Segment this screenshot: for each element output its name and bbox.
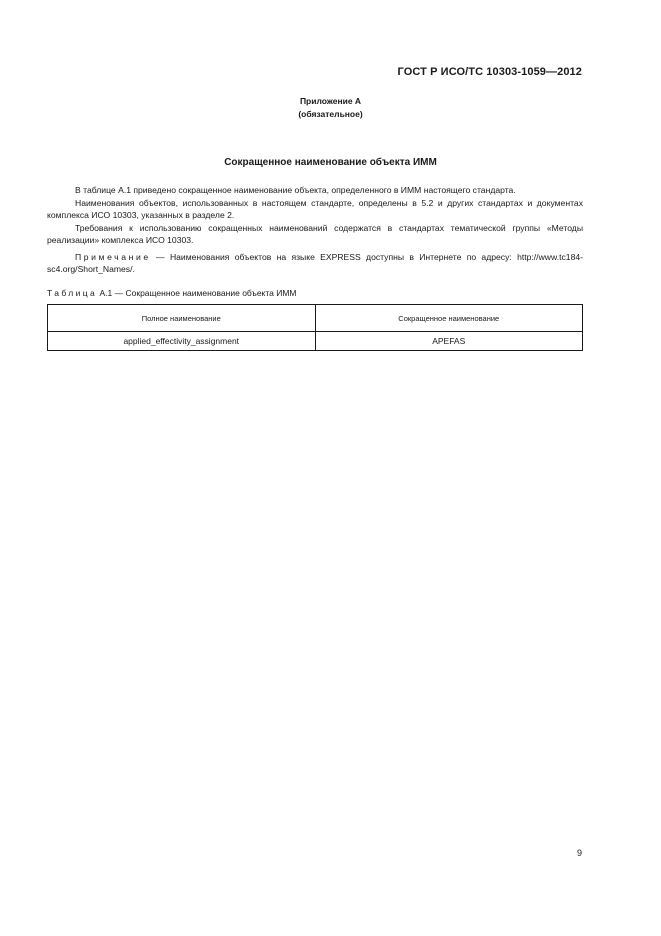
table-caption: [47, 288, 297, 298]
table-cell-short-name: APEFAS: [315, 332, 583, 351]
abbreviation-table: [47, 304, 583, 351]
note-paragraph: [47, 251, 583, 276]
annex-status: (обязательное): [298, 109, 363, 119]
annex-title: Приложение А: [299, 96, 362, 106]
document-code-header: ГОСТ Р ИСО/ТС 10303-1059—2012: [397, 66, 582, 78]
body-text: [47, 184, 583, 276]
paragraph-intro: В таблице А.1 приведено сокращенное наименование объекта, определенного в ИММ настоящего стандарта.: [75, 185, 516, 195]
section-title: Сокращенное наименование объекта ИММ: [224, 157, 437, 168]
paragraph-names: Наименования объектов, использованных в настоящем стандарте, определены в 5.2 и других стандартах и документах комплекса ИСО 10303, указанных в разделе 2.: [47, 197, 583, 220]
table-row: [48, 332, 583, 351]
column-header-short-name: Сокращенное наименование: [315, 305, 583, 332]
page-number: 9: [576, 848, 582, 858]
table-cell-full-name: applied_effectivity_assignment: [48, 332, 316, 351]
paragraph-requirements: Требования к использованию сокращенных наименований содержатся в стандартах тематической группы «Методы реализации» комплекса ИСО 10303.: [47, 222, 583, 245]
table-header-row: [48, 305, 583, 332]
table-caption-text: А.1 — Сокращенное наименование объекта ИММ: [97, 288, 297, 298]
column-header-full-name: Полное наименование: [48, 305, 316, 332]
note-text: — Наименования объектов на языке EXPRESS доступны в Интернете по адресу: http://www.tc184-sc4.org/Short_Names/.: [47, 251, 583, 274]
table-caption-label: Таблица: [47, 288, 98, 298]
annex-heading: [0, 95, 661, 121]
note-label: Примечание: [75, 251, 151, 262]
